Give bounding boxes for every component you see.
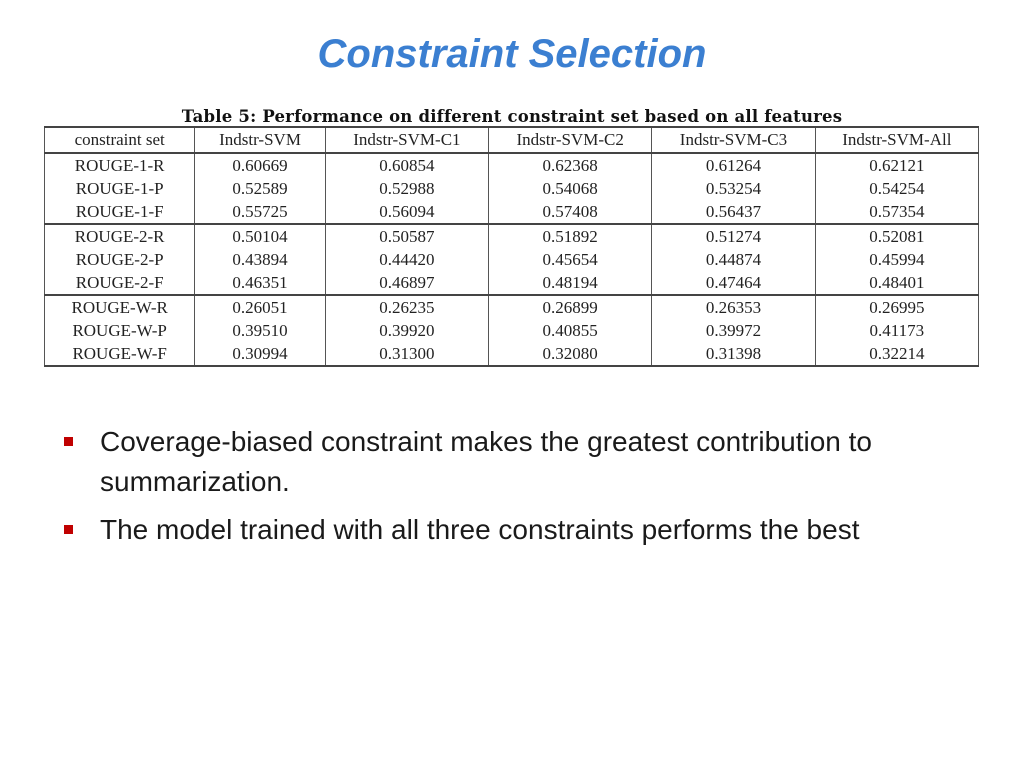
table-cell: 0.31398: [652, 342, 815, 366]
table-cell: 0.62121: [815, 153, 978, 177]
table-cell: 0.51274: [652, 224, 815, 248]
table-cell: 0.53254: [652, 177, 815, 200]
table-cell: 0.46897: [325, 271, 488, 295]
table-cell: 0.52589: [195, 177, 325, 200]
table-cell: 0.45654: [489, 248, 652, 271]
row-label: ROUGE-W-R: [45, 295, 195, 319]
square-bullet-icon: [64, 525, 73, 534]
table-cell: 0.32080: [489, 342, 652, 366]
table-cell: 0.45994: [815, 248, 978, 271]
table-cell: 0.50104: [195, 224, 325, 248]
row-label: ROUGE-2-P: [45, 248, 195, 271]
table-row: [45, 271, 979, 295]
table-cell: 0.57408: [489, 200, 652, 224]
table-cell: 0.41173: [815, 319, 978, 342]
table-row: [45, 153, 979, 177]
row-label: ROUGE-1-R: [45, 153, 195, 177]
table-cell: 0.26353: [652, 295, 815, 319]
table-caption: Table 5: Performance on different constraint set based on all features: [181, 107, 843, 126]
table-row: [45, 295, 979, 319]
table-cell: 0.26899: [489, 295, 652, 319]
table-cell: 0.40855: [489, 319, 652, 342]
row-label: ROUGE-2-R: [45, 224, 195, 248]
table-cell: 0.26995: [815, 295, 978, 319]
table-cell: 0.56094: [325, 200, 488, 224]
table-cell: 0.39510: [195, 319, 325, 342]
table-cell: 0.60669: [195, 153, 325, 177]
table-row: [45, 319, 979, 342]
row-label: ROUGE-W-P: [45, 319, 195, 342]
bullet-item: [60, 422, 970, 502]
table-row: [45, 248, 979, 271]
table-cell: 0.44420: [325, 248, 488, 271]
table-cell: 0.54068: [489, 177, 652, 200]
table-cell: 0.39972: [652, 319, 815, 342]
row-label: ROUGE-2-F: [45, 271, 195, 295]
table-cell: 0.54254: [815, 177, 978, 200]
column-header: constraint set: [45, 127, 195, 153]
table-cell: 0.60854: [325, 153, 488, 177]
table-cell: 0.39920: [325, 319, 488, 342]
table-row: [45, 342, 979, 366]
table-cell: 0.46351: [195, 271, 325, 295]
performance-table: [44, 126, 979, 367]
table-cell: 0.57354: [815, 200, 978, 224]
table-cell: 0.61264: [652, 153, 815, 177]
bullet-text: The model trained with all three constraints performs the best: [100, 514, 860, 545]
table-cell: 0.55725: [195, 200, 325, 224]
table-row: [45, 200, 979, 224]
table-cell: 0.56437: [652, 200, 815, 224]
table-cell: 0.32214: [815, 342, 978, 366]
table-cell: 0.30994: [195, 342, 325, 366]
table-cell: 0.48194: [489, 271, 652, 295]
table-row: [45, 177, 979, 200]
square-bullet-icon: [64, 437, 73, 446]
table-cell: 0.26051: [195, 295, 325, 319]
column-header: Indstr-SVM-C3: [652, 127, 815, 153]
table-cell: 0.47464: [652, 271, 815, 295]
column-header: Indstr-SVM: [195, 127, 325, 153]
row-label: ROUGE-1-P: [45, 177, 195, 200]
column-header: Indstr-SVM-C1: [325, 127, 488, 153]
table-cell: 0.48401: [815, 271, 978, 295]
table-cell: 0.62368: [489, 153, 652, 177]
table-cell: 0.52081: [815, 224, 978, 248]
slide-title: Constraint Selection: [317, 32, 707, 76]
table-cell: 0.51892: [489, 224, 652, 248]
bullet-text: Coverage-biased constraint makes the greatest contribution to summarization.: [100, 426, 872, 497]
table-cell: 0.52988: [325, 177, 488, 200]
table-cell: 0.26235: [325, 295, 488, 319]
table-cell: 0.43894: [195, 248, 325, 271]
bullet-list: [60, 422, 970, 558]
table-header-row: [45, 127, 979, 153]
row-label: ROUGE-1-F: [45, 200, 195, 224]
row-label: ROUGE-W-F: [45, 342, 195, 366]
column-header: Indstr-SVM-All: [815, 127, 978, 153]
bullet-item: [60, 510, 970, 550]
column-header: Indstr-SVM-C2: [489, 127, 652, 153]
table-cell: 0.31300: [325, 342, 488, 366]
table-cell: 0.44874: [652, 248, 815, 271]
table-row: [45, 224, 979, 248]
table-cell: 0.50587: [325, 224, 488, 248]
